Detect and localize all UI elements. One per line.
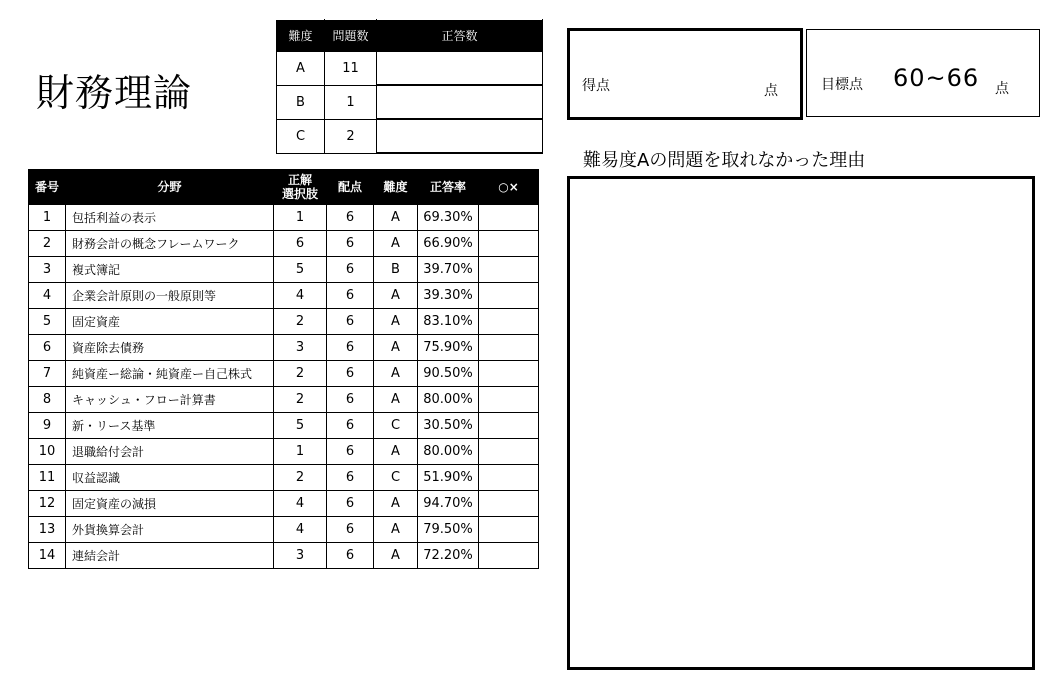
table-row [29, 387, 539, 413]
question-points: 6 [327, 491, 374, 517]
table-row [29, 465, 539, 491]
summary-count: 11 [325, 51, 377, 85]
question-difficulty: A [374, 205, 418, 231]
question-field: 複式簿記 [66, 257, 274, 283]
page-title: 財務理論 [36, 71, 193, 115]
question-correct-rate: 90.50% [418, 361, 479, 387]
header-field: 分野 [66, 170, 274, 205]
question-correct-rate: 30.50% [418, 413, 479, 439]
question-correct-rate: 66.90% [418, 231, 479, 257]
table-row [29, 517, 539, 543]
summary-correct-input[interactable] [377, 119, 543, 153]
header-correct-choice-line2: 選択肢 [281, 187, 318, 201]
header-question-count: 問題数 [325, 20, 377, 52]
question-correct-choice: 1 [274, 439, 327, 465]
question-ox-input[interactable] [479, 283, 539, 309]
question-difficulty: A [374, 231, 418, 257]
reason-text-area[interactable] [567, 176, 1035, 670]
question-points: 6 [327, 413, 374, 439]
header-difficulty: 難度 [374, 170, 418, 205]
table-row [29, 309, 539, 335]
question-points: 6 [327, 231, 374, 257]
score-label: 得点 [582, 78, 610, 94]
question-field: 企業会計原則の一般原則等 [66, 283, 274, 309]
question-correct-choice: 1 [274, 205, 327, 231]
question-number: 1 [29, 205, 66, 231]
question-difficulty: A [374, 491, 418, 517]
question-correct-choice: 5 [274, 413, 327, 439]
question-field: 退職給付会計 [66, 439, 274, 465]
question-points: 6 [327, 335, 374, 361]
question-correct-choice: 2 [274, 387, 327, 413]
table-row [29, 361, 539, 387]
question-field: 新・リース基準 [66, 413, 274, 439]
question-correct-rate: 80.00% [418, 439, 479, 465]
question-number: 7 [29, 361, 66, 387]
table-row [29, 491, 539, 517]
difficulty-summary-table [276, 19, 543, 154]
question-field: 外貨換算会計 [66, 517, 274, 543]
question-difficulty: A [374, 517, 418, 543]
header-points: 配点 [327, 170, 374, 205]
summary-level: B [277, 85, 325, 119]
table-row [29, 205, 539, 231]
table-row [29, 257, 539, 283]
question-difficulty: A [374, 439, 418, 465]
question-number: 9 [29, 413, 66, 439]
question-field: 資産除去債務 [66, 335, 274, 361]
target-score-label: 目標点 [821, 77, 863, 93]
difficulty-summary-header [277, 20, 543, 52]
question-ox-input[interactable] [479, 439, 539, 465]
target-score-unit: 点 [995, 81, 1009, 97]
question-correct-choice: 6 [274, 231, 327, 257]
question-ox-input[interactable] [479, 517, 539, 543]
question-ox-input[interactable] [479, 361, 539, 387]
table-row [29, 335, 539, 361]
question-number: 6 [29, 335, 66, 361]
question-field: 包括利益の表示 [66, 205, 274, 231]
table-row [29, 543, 539, 569]
question-correct-choice: 4 [274, 517, 327, 543]
question-field: 固定資産 [66, 309, 274, 335]
question-field: 連結会計 [66, 543, 274, 569]
table-row [29, 231, 539, 257]
difficulty-summary-row [277, 119, 543, 153]
question-number: 3 [29, 257, 66, 283]
question-field: 純資産ー総論・純資産ー自己株式 [66, 361, 274, 387]
summary-level: C [277, 119, 325, 153]
question-field: 財務会計の概念フレームワーク [66, 231, 274, 257]
question-ox-input[interactable] [479, 335, 539, 361]
header-number: 番号 [29, 170, 66, 205]
question-difficulty: B [374, 257, 418, 283]
question-difficulty: A [374, 335, 418, 361]
question-number: 11 [29, 465, 66, 491]
question-correct-choice: 3 [274, 335, 327, 361]
header-correct-choice [274, 170, 327, 205]
target-score-box [806, 29, 1040, 117]
question-ox-input[interactable] [479, 257, 539, 283]
question-correct-choice: 2 [274, 465, 327, 491]
question-ox-input[interactable] [479, 491, 539, 517]
question-number: 10 [29, 439, 66, 465]
question-ox-input[interactable] [479, 413, 539, 439]
question-correct-rate: 75.90% [418, 335, 479, 361]
table-row [29, 413, 539, 439]
question-correct-rate: 39.30% [418, 283, 479, 309]
question-difficulty: A [374, 361, 418, 387]
summary-correct-input[interactable] [377, 85, 543, 119]
summary-level: A [277, 51, 325, 85]
score-unit: 点 [764, 83, 778, 99]
questions-table [28, 169, 539, 569]
header-correct-choice-line1: 正解 [287, 173, 312, 187]
question-field: 固定資産の減損 [66, 491, 274, 517]
question-points: 6 [327, 387, 374, 413]
question-ox-input[interactable] [479, 231, 539, 257]
question-difficulty: A [374, 543, 418, 569]
header-correct-count: 正答数 [377, 20, 543, 52]
question-ox-input[interactable] [479, 465, 539, 491]
question-correct-choice: 2 [274, 361, 327, 387]
question-number: 8 [29, 387, 66, 413]
question-points: 6 [327, 257, 374, 283]
question-points: 6 [327, 465, 374, 491]
reason-heading: 難易度Aの問題を取れなかった理由 [583, 150, 866, 171]
question-correct-rate: 80.00% [418, 387, 479, 413]
question-field: 収益認識 [66, 465, 274, 491]
question-number: 12 [29, 491, 66, 517]
question-points: 6 [327, 283, 374, 309]
question-number: 2 [29, 231, 66, 257]
questions-header-row [29, 170, 539, 205]
table-row [29, 439, 539, 465]
summary-correct-input[interactable] [377, 51, 543, 85]
question-number: 13 [29, 517, 66, 543]
question-correct-rate: 79.50% [418, 517, 479, 543]
header-correct-rate: 正答率 [418, 170, 479, 205]
question-correct-rate: 39.70% [418, 257, 479, 283]
question-correct-choice: 4 [274, 491, 327, 517]
question-correct-choice: 3 [274, 543, 327, 569]
question-points: 6 [327, 439, 374, 465]
question-difficulty: A [374, 309, 418, 335]
question-points: 6 [327, 517, 374, 543]
question-points: 6 [327, 205, 374, 231]
question-ox-input[interactable] [479, 387, 539, 413]
score-box [567, 28, 803, 120]
target-score-value: 60~66 [893, 64, 980, 92]
header-difficulty: 難度 [277, 20, 325, 52]
question-number: 5 [29, 309, 66, 335]
table-row [29, 283, 539, 309]
question-correct-rate: 51.90% [418, 465, 479, 491]
question-correct-rate: 94.70% [418, 491, 479, 517]
question-points: 6 [327, 361, 374, 387]
question-correct-rate: 83.10% [418, 309, 479, 335]
question-difficulty: A [374, 387, 418, 413]
question-difficulty: C [374, 465, 418, 491]
header-ox: ○× [479, 170, 539, 205]
summary-count: 1 [325, 85, 377, 119]
question-correct-choice: 5 [274, 257, 327, 283]
difficulty-summary-row [277, 85, 543, 119]
question-difficulty: A [374, 283, 418, 309]
question-number: 4 [29, 283, 66, 309]
question-correct-rate: 72.20% [418, 543, 479, 569]
question-correct-choice: 2 [274, 309, 327, 335]
question-ox-input[interactable] [479, 309, 539, 335]
question-correct-choice: 4 [274, 283, 327, 309]
question-difficulty: C [374, 413, 418, 439]
question-correct-rate: 69.30% [418, 205, 479, 231]
question-points: 6 [327, 309, 374, 335]
question-points: 6 [327, 543, 374, 569]
question-field: キャッシュ・フロー計算書 [66, 387, 274, 413]
question-ox-input[interactable] [479, 543, 539, 569]
difficulty-summary-row [277, 51, 543, 85]
question-number: 14 [29, 543, 66, 569]
question-ox-input[interactable] [479, 205, 539, 231]
summary-count: 2 [325, 119, 377, 153]
